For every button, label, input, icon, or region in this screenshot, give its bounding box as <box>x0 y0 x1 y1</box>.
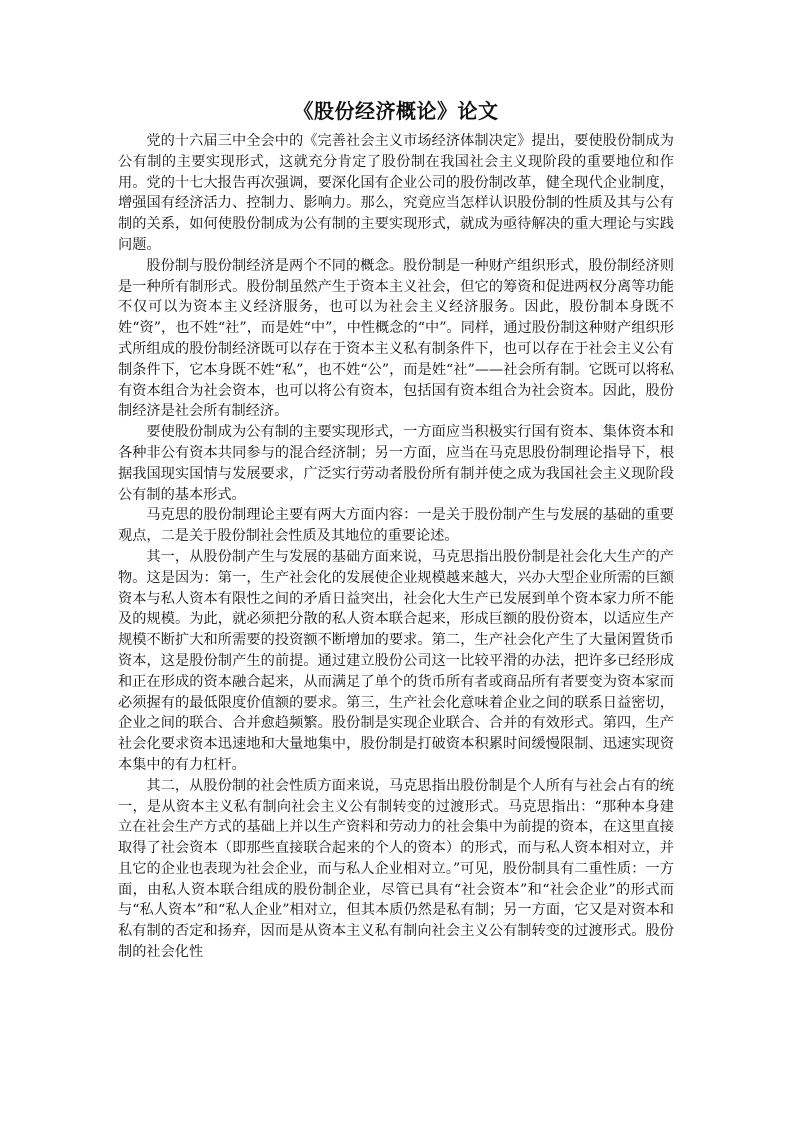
paragraph-public-ownership: 要使股份制成为公有制的主要实现形式，一方面应当积极实行国有资本、集体资本和各种非公有资本共同参与的混合经济制；另一方面，应当在马克思股份制理论指导下，根据我国现实国情与发展要求，广泛实行劳动者股份所有制并使之成为我国社会主义现阶段公有制的基本形式。 <box>118 424 674 503</box>
paragraph-intro: 党的十六届三中全会中的《完善社会主义市场经济体制决定》提出，要使股份制成为公有制的主要实现形式，这就充分肯定了股份制在我国社会主义现阶段的重要地位和作用。党的十七大报告再次强调，要深化国有企业公司的股份制改革，健全现代企业制度，增强国有经济活力、控制力、影响力。那么，究竟应当怎样认识股份制的性质及其与公有制的关系，如何使股份制成为公有制的主要实现形式，就成为亟待解决的重大理论与实践问题。 <box>118 133 674 253</box>
document-page <box>118 96 674 963</box>
document-title: 《股份经济概论》论文 <box>293 99 499 123</box>
paragraph-concepts: 股份制与股份制经济是两个不同的概念。股份制是一种财产组织形式，股份制经济则是一种所有制形式。股份制虽然产生于资本主义社会，但它的筹资和促进两权分离等功能不仅可以为资本主义经济服务，也可以为社会主义经济服务。因此，股份制本身既不姓“资”，也不姓“社”，而是姓“中”，中性概念的“中”。同样，通过股份制这种财产组织形式所组成的股份制经济既可以存在于资本主义私有制条件下，也可以存在于社会主义公有制条件下，它本身既不姓“私”，也不姓“公”，而是姓“社”——社会所有制。它既可以将私有资本组合为社会资本，也可以将公有资本，包括国有资本组合为社会资本。因此，股份制经济是社会所有制经济。 <box>118 257 674 420</box>
paragraph-basis: 其一，从股份制产生与发展的基础方面来说，马克思指出股份制是社会化大生产的产物。这是因为：第一，生产社会化的发展使企业规模越来越大，兴办大型企业所需的巨额资本与私人资本有限性之间的矛盾日益突出，社会化大生产已发展到单个资本家力所不能及的规模。为此，就必须把分散的私人资本联合起来，形成巨额的股份资本，以适应生产规模不断扩大和所需要的投资额不断增加的要求。第二，生产社会化产生了大量闲置货币资本，这是股份制产生的前提。通过建立股份公司这一比较平滑的办法，把许多已经形成和正在形成的资本融合起来，从而满足了单个的货币所有者或商品所有者要变为资本家而必须握有的最低限度价值额的要求。第三，生产社会化意味着企业之间的联系日益密切，企业之间的联合、合并愈趋频繁。股份制是实现企业联合、合并的有效形式。第四，生产社会化要求资本迅速地和大量地集中，股份制是打破资本积累时间缓慢限制、迅速实现资本集中的有力杠杆。 <box>118 548 674 773</box>
paragraph-nature: 其二，从股份制的社会性质方面来说，马克思指出股份制是个人所有与社会占有的统一，是从资本主义私有制向社会主义公有制转变的过渡形式。马克思指出：“那种本身建立在社会生产方式的基础上并以生产资料和劳动力的社会集中为前提的资本，在这里直接取得了社会资本（即那些直接联合起来的个人的资本）的形式，而与私人资本相对立，并且它的企业也表现为社会企业，而与私人企业相对立。”可见，股份制具有二重性质：一方面，由私人资本联合组成的股份制企业，尽管已具有“社会资本”和“社会企业”的形式而与“私人资本”和“私人企业”相对立，但其本质仍然是私有制；另一方面，它又是对资本和私有制的否定和扬弃，因而是从资本主义私有制向社会主义公有制转变的过渡形式。股份制的社会化性 <box>118 777 674 961</box>
paragraph-marx-theory: 马克思的股份制理论主要有两大方面内容：一是关于股份制产生与发展的基础的重要观点，二是关于股份制社会性质及其地位的重要论述。 <box>118 507 674 545</box>
